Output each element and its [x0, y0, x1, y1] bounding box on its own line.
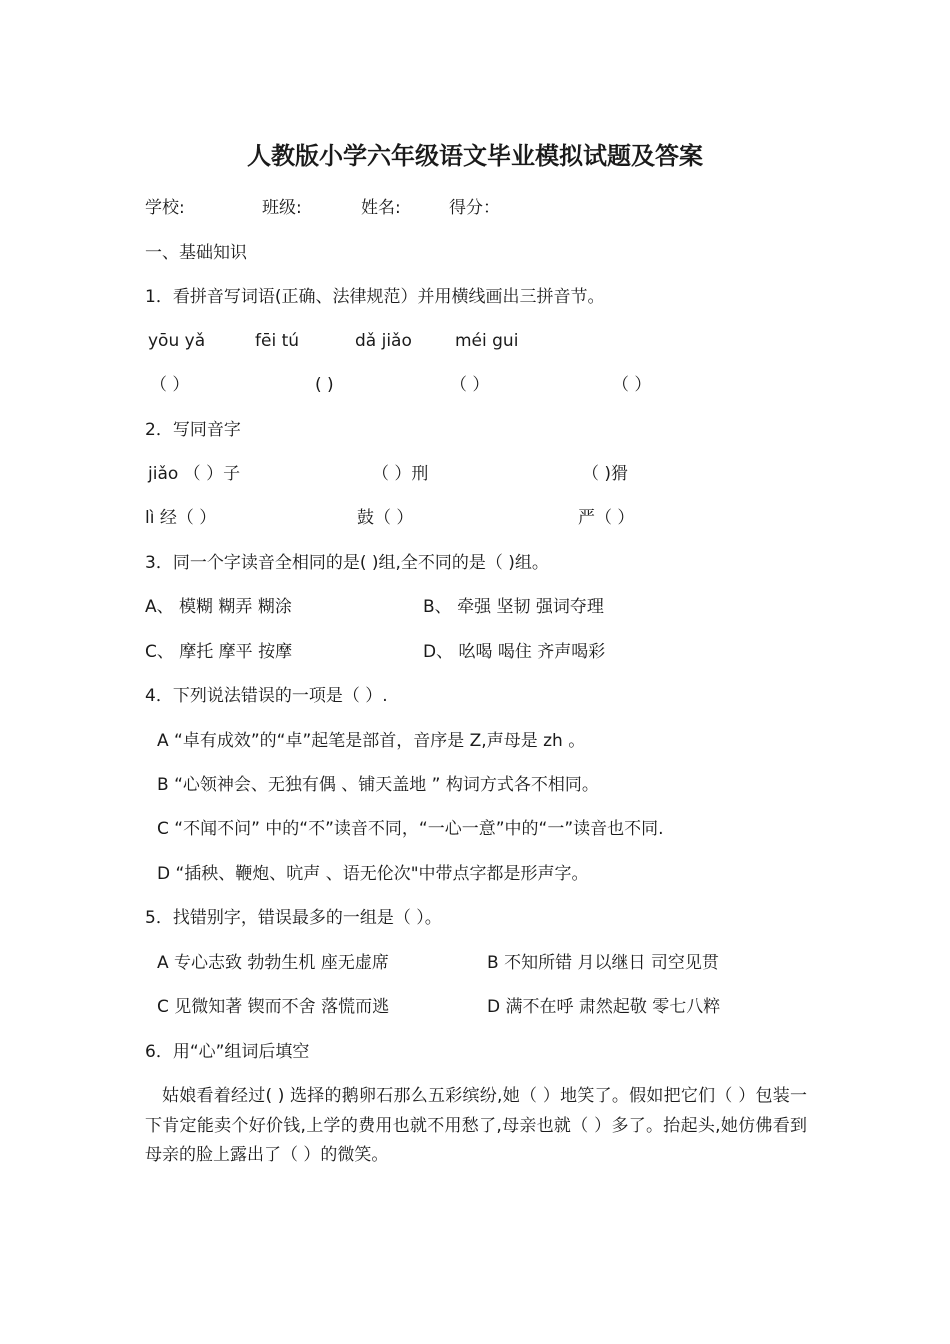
homophone-item: （ ）刑: [372, 464, 429, 484]
question-6-prompt: 6．用“心”组词后填空: [145, 1042, 310, 1062]
option-d: D 满不在呼 肃然起敬 零七八粹: [487, 997, 721, 1017]
pinyin-item: fēi tú: [255, 331, 300, 351]
answer-blank: （ ）: [450, 375, 490, 395]
option-b: B、 牵强 坚韧 强词夺理: [423, 597, 604, 617]
option-d: D “插秧、鞭炮、吭声 、语无伦次"中带点字都是形声字。: [157, 864, 589, 884]
homophone-item: 鼓（ ）: [357, 508, 414, 528]
homophone-item: jiǎo （ ）子: [148, 464, 241, 484]
question-4-prompt: 4．下列说法错误的一项是（ ）.: [145, 686, 388, 706]
score-label: 得分：: [449, 198, 500, 218]
option-c: C、 摩托 摩平 按摩: [145, 642, 293, 662]
answer-blank: ( ): [315, 375, 334, 395]
question-3-prompt: 3．同一个字读音全相同的是( )组,全不同的是（ )组。: [145, 553, 549, 573]
pinyin-item: yōu yǎ: [148, 331, 206, 351]
answer-blank: （ ）: [612, 375, 652, 395]
pinyin-item: dǎ jiǎo: [355, 331, 412, 351]
option-a: A 专心志致 勃勃生机 座无虚席: [157, 953, 389, 973]
option-b: B 不知所错 月以继日 司空见贯: [487, 953, 719, 973]
option-c: C 见微知著 锲而不舍 落慌而逃: [157, 997, 390, 1017]
fill-in-paragraph: [145, 1082, 807, 1171]
option-c: C “不闻不问” 中的“不”读音不同，“一心一意”中的“一”读音也不同.: [157, 819, 664, 839]
name-label: 姓名:: [361, 198, 401, 218]
page-title: 人教版小学六年级语文毕业模拟试题及答案: [247, 142, 703, 170]
homophone-item: 严（ ）: [578, 508, 635, 528]
option-d: D、 吆喝 喝住 齐声喝彩: [423, 642, 606, 662]
option-a: A “卓有成效”的“卓”起笔是部首，音序是 Z,声母是 zh 。: [157, 731, 586, 751]
question-5-prompt: 5．找错别字，错误最多的一组是（ ）。: [145, 908, 442, 928]
class-label: 班级:: [262, 198, 302, 218]
school-label: 学校:: [145, 198, 185, 218]
option-a: A、 模糊 糊弄 糊涂: [145, 597, 292, 617]
question-2-prompt: 2．写同音字: [145, 420, 241, 440]
question-1-prompt: 1．看拼音写词语(正确、法律规范）并用横线画出三拼音节。: [145, 287, 605, 307]
section-heading: 一、基础知识: [145, 243, 247, 263]
paragraph-text: 姑娘看着经过( ) 选择的鹅卵石那么五彩缤纷,她（ ）地笑了。假如把它们（ ）包装一下肯定能卖个好价钱,上学的费用也就不用愁了,母亲也就（ ）多了。抬起头,她仿佛看到母亲的脸上露出了（ ）的微笑。: [145, 1086, 807, 1165]
homophone-item: （ )猾: [582, 464, 629, 484]
option-b: B “心领神会、无独有偶 、铺天盖地 ” 构词方式各不相同。: [157, 775, 599, 795]
pinyin-item: méi gui: [455, 331, 519, 351]
homophone-item: lì 经（ ）: [145, 508, 217, 528]
answer-blank: （ ）: [150, 375, 190, 395]
